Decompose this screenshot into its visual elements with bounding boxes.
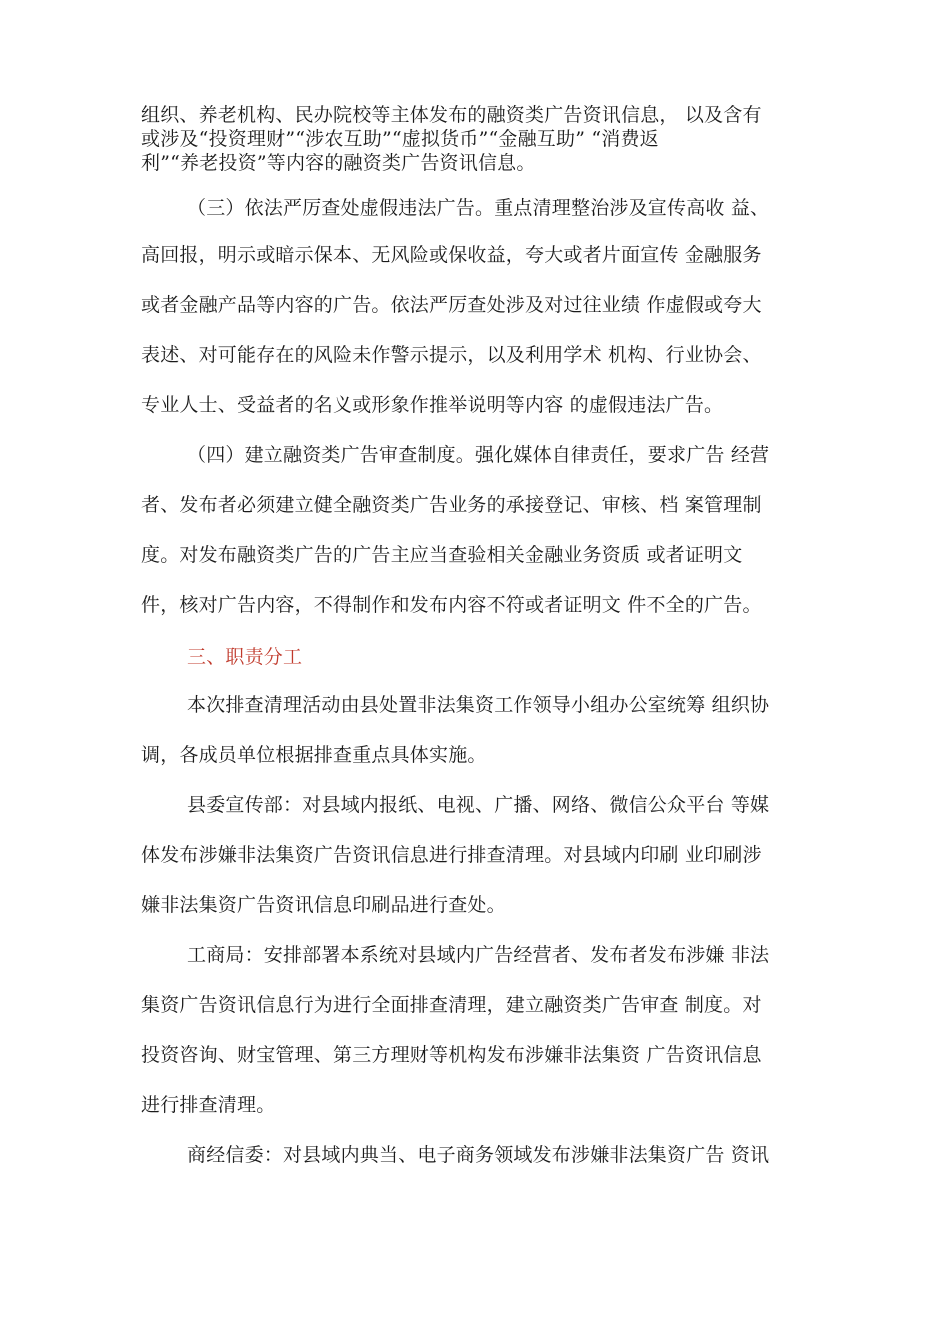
text-line: 本次排查清理活动由县处置非法集资工作领导小组办公室统筹 组织协 <box>187 694 770 716</box>
text-line: 高回报，明示或暗示保本、无风险或保收益，夸大或者片面宣传 金融服务 <box>141 244 762 266</box>
text-line: 嫌非法集资广告资讯信息印刷品进行查处。 <box>141 894 506 916</box>
text-line: 商经信委：对县域内典当、电子商务领域发布涉嫌非法集资广告 资讯 <box>187 1144 770 1166</box>
text-line: 组织、养老机构、民办院校等主体发布的融资类广告资讯信息， 以及含有 <box>141 104 762 126</box>
text-line: 体发布涉嫌非法集资广告资讯信息进行排查清理。对县域内印刷 业印刷涉 <box>141 844 762 866</box>
text-line: 集资广告资讯信息行为进行全面排查清理，建立融资类广告审查 制度。对 <box>141 994 762 1016</box>
text-line: （三）依法严厉查处虚假违法广告。重点清理整治涉及宣传高收 益、 <box>187 197 770 219</box>
text-line: 者、发布者必须建立健全融资类广告业务的承接登记、审核、档 案管理制 <box>141 494 762 516</box>
text-line: 或涉及“投资理财”“涉农互助”“虚拟货币”“金融互助” “消费返 <box>141 128 659 150</box>
text-line: 县委宣传部：对县域内报纸、电视、广播、网络、微信公众平台 等媒 <box>187 794 770 816</box>
text-line: 调，各成员单位根据排查重点具体实施。 <box>141 744 487 766</box>
text-line: 专业人士、受益者的名义或形象作推举说明等内容 的虚假违法广告。 <box>141 394 724 416</box>
text-line: 投资咨询、财宝管理、第三方理财等机构发布涉嫌非法集资 广告资讯信息 <box>141 1044 762 1066</box>
section-heading: 三、职责分工 <box>187 646 303 668</box>
text-line: 件，核对广告内容，不得制作和发布内容不符或者证明文 件不全的广告。 <box>141 594 762 616</box>
text-line: 或者金融产品等内容的广告。依法严厉查处涉及对过往业绩 作虚假或夸大 <box>141 294 762 316</box>
text-line: 工商局：安排部署本系统对县域内广告经营者、发布者发布涉嫌 非法 <box>187 944 770 966</box>
text-line: 度。对发布融资类广告的广告主应当查验相关金融业务资质 或者证明文 <box>141 544 743 566</box>
text-line: 进行排查清理。 <box>141 1094 276 1116</box>
text-line: （四）建立融资类广告审查制度。强化媒体自律责任，要求广告 经营 <box>187 444 770 466</box>
text-line: 表述、对可能存在的风险未作警示提示，以及利用学术 机构、行业协会、 <box>141 344 762 366</box>
text-line: 利”“养老投资”等内容的融资类广告资讯信息。 <box>141 152 536 174</box>
